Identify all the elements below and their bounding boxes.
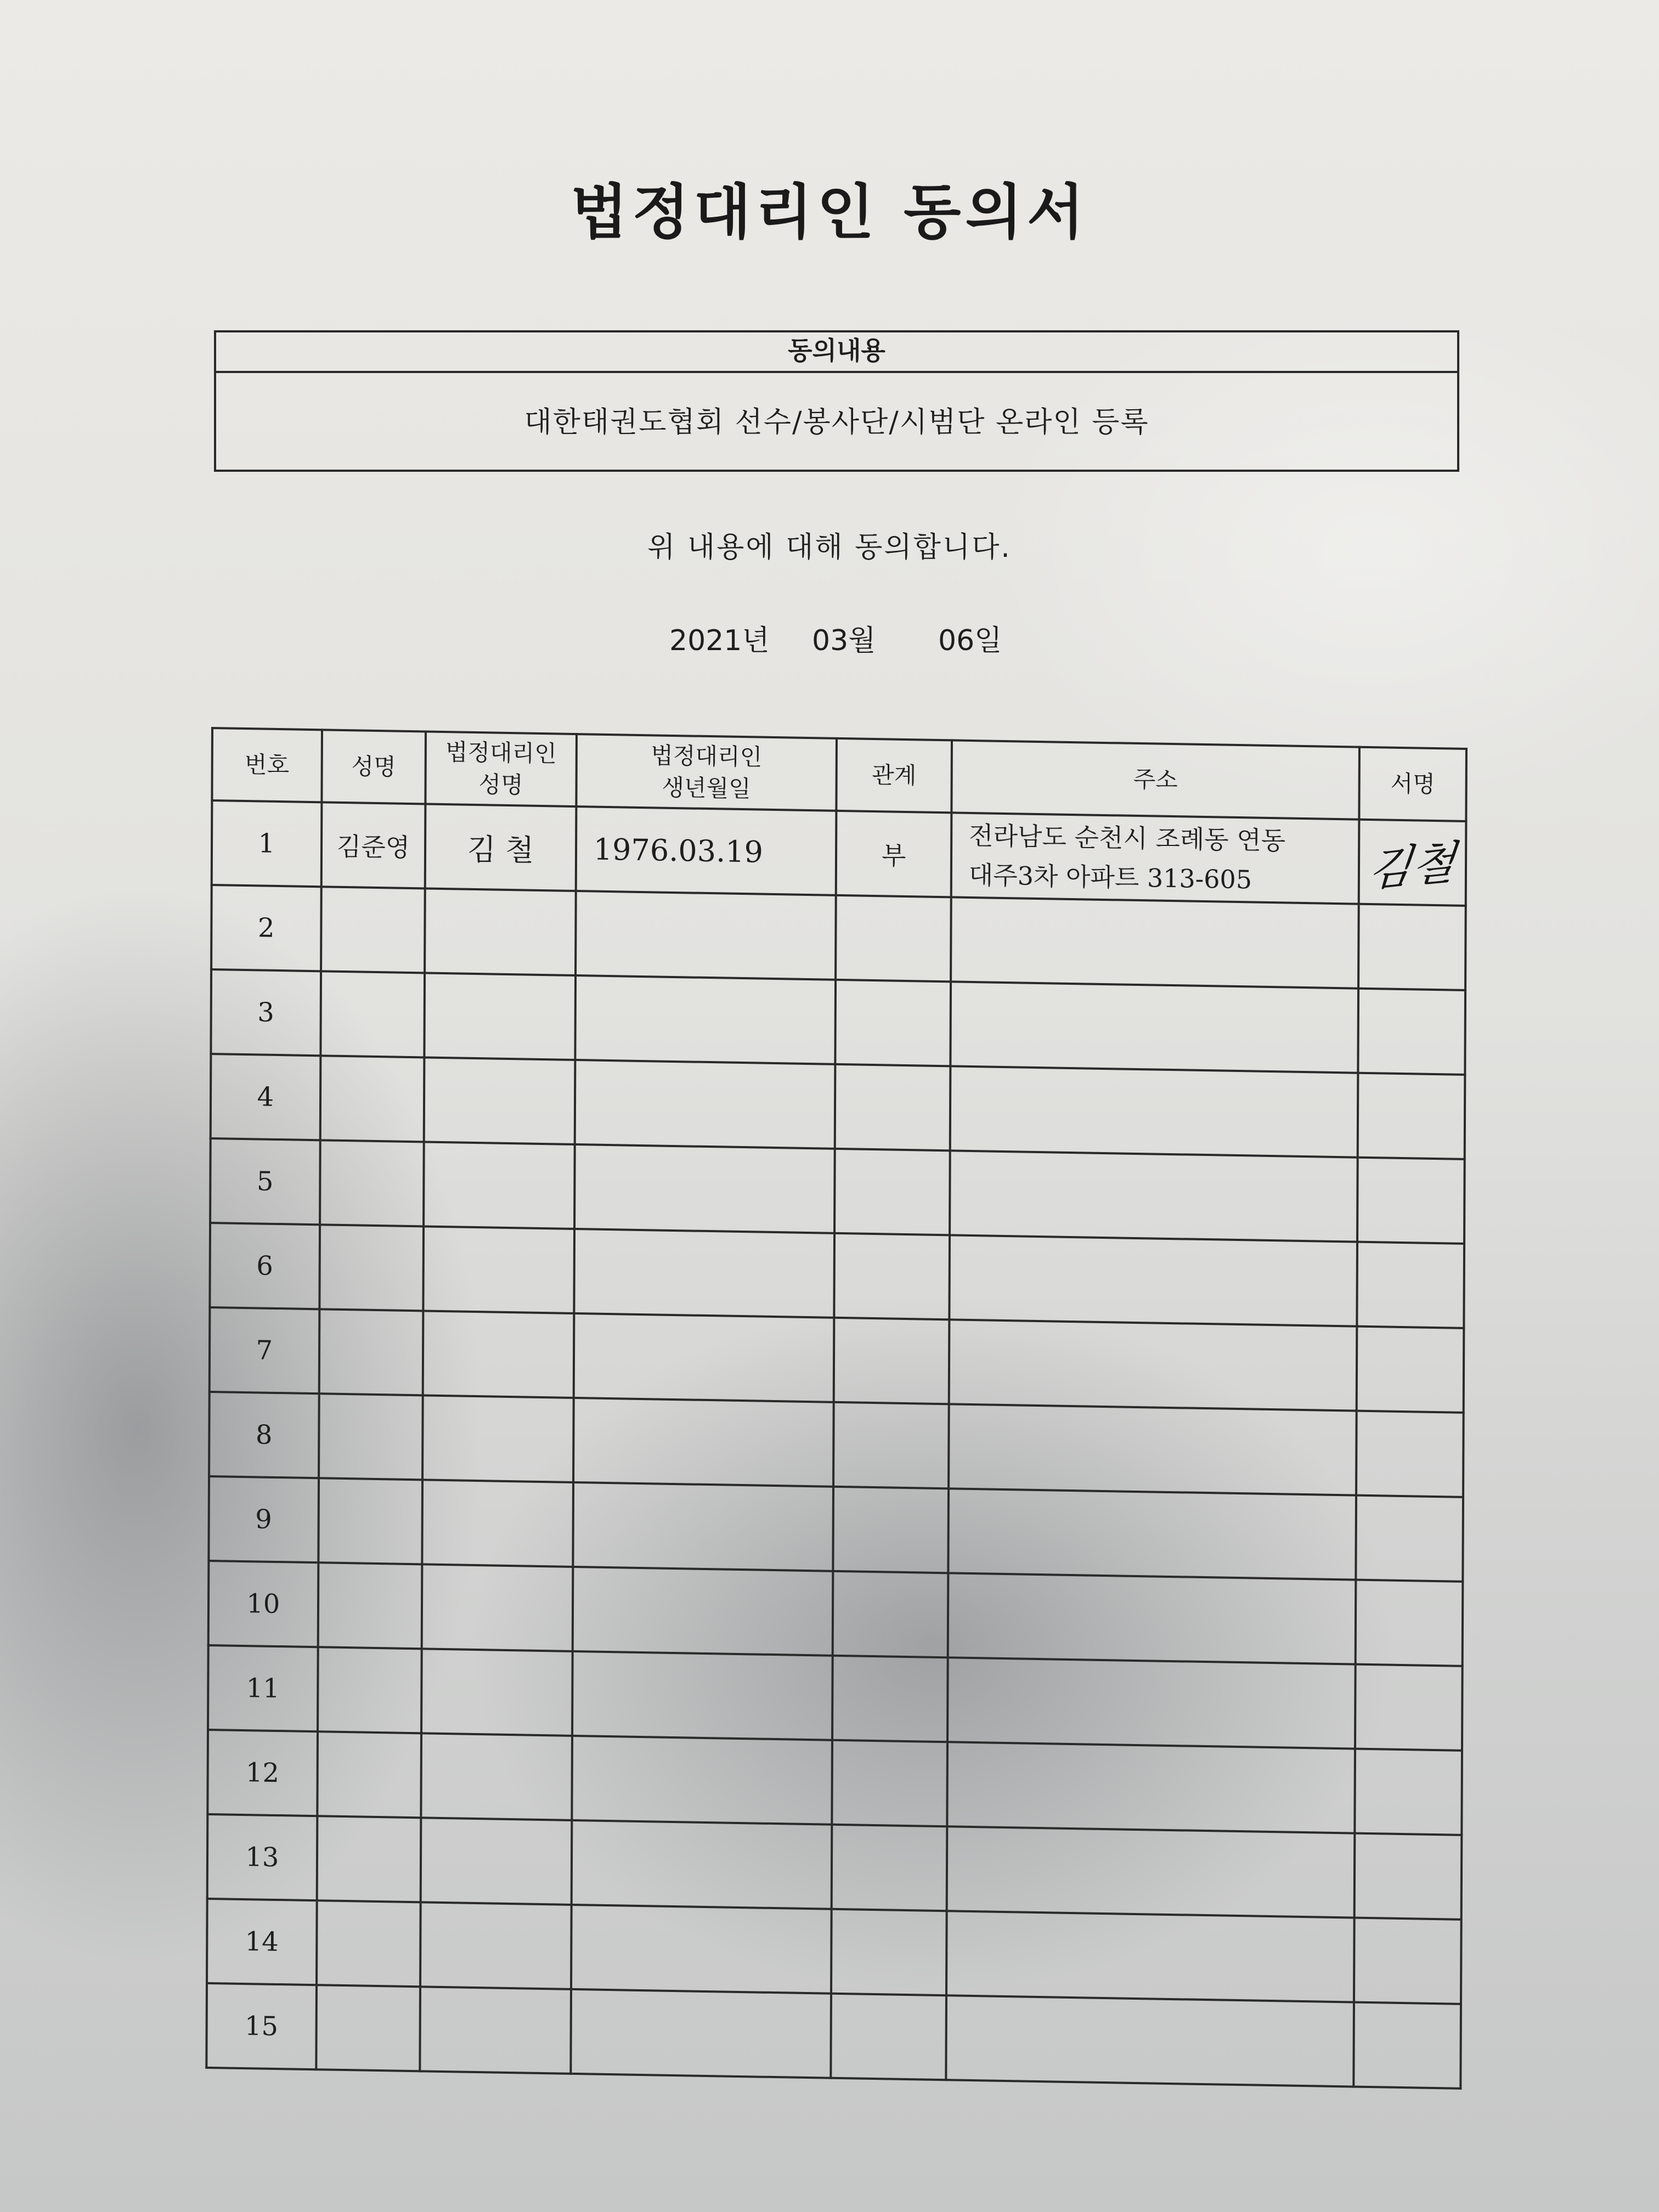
address-line-2	[967, 1193, 1356, 1200]
row-name	[319, 1224, 424, 1311]
row-address	[949, 1319, 1357, 1410]
row-rep-name: 김 철	[425, 804, 576, 891]
row-signature	[1357, 1158, 1464, 1244]
address-line-1	[964, 1954, 1353, 1960]
address-line-1	[967, 1278, 1356, 1284]
row-relation	[835, 1064, 950, 1150]
row-name	[320, 1056, 424, 1142]
row-signature	[1358, 904, 1465, 990]
row-address	[947, 1657, 1356, 1748]
row-rep-name	[424, 1057, 575, 1144]
row-name	[318, 1478, 422, 1564]
row-address	[950, 981, 1358, 1073]
address-line-2	[967, 1362, 1356, 1369]
row-rep-name	[421, 1649, 572, 1736]
row-name	[320, 1140, 424, 1226]
row-signature	[1358, 989, 1465, 1075]
document-title: 법정대리인 동의서	[570, 178, 1089, 247]
row-number: 6	[210, 1223, 319, 1309]
table-body	[206, 800, 1466, 2089]
row-name	[316, 1985, 420, 2071]
row-number: 8	[209, 1392, 319, 1478]
guardian-table	[205, 727, 1468, 2090]
consent-content-header: 동의내용	[216, 332, 1457, 373]
address-line-1	[967, 1362, 1356, 1369]
address-line-2	[965, 1785, 1354, 1791]
row-rep-birth	[573, 1482, 833, 1571]
row-rep-name	[420, 1987, 571, 2074]
agreement-statement: 위 내용에 대해 동의합니다.	[647, 531, 1012, 564]
row-address	[951, 812, 1359, 904]
consent-content-box	[214, 330, 1459, 472]
row-number: 3	[211, 969, 320, 1056]
row-rep-birth	[572, 1567, 833, 1656]
row-address	[947, 1826, 1355, 1917]
address-line-1	[966, 1616, 1355, 1622]
address-line-2	[966, 1531, 1355, 1538]
row-rep-birth: 1976.03.19	[575, 806, 836, 895]
row-number: 1	[212, 800, 321, 887]
address-line-2	[967, 1278, 1356, 1284]
header-name: 성명	[321, 730, 426, 804]
address-line-2	[968, 1024, 1357, 1031]
row-address	[946, 1995, 1354, 2086]
row-rep-name	[425, 888, 575, 975]
row-number: 12	[207, 1730, 317, 1816]
address-line-1	[965, 1700, 1354, 1707]
row-number: 11	[208, 1645, 318, 1731]
row-rep-name	[424, 1226, 574, 1313]
row-address	[951, 897, 1359, 988]
row-name	[318, 1562, 422, 1649]
address-line-2	[965, 1700, 1354, 1707]
row-rep-name	[422, 1480, 573, 1567]
row-number: 10	[208, 1561, 318, 1647]
row-number: 13	[207, 1814, 317, 1900]
row-rep-birth	[574, 1060, 835, 1149]
row-signature	[1357, 1327, 1464, 1413]
row-rep-name	[420, 1902, 571, 1989]
row-relation	[832, 1825, 947, 1911]
row-signature	[1355, 1749, 1462, 1835]
row-signature	[1354, 2002, 1461, 2089]
row-address	[949, 1235, 1357, 1326]
row-name	[318, 1647, 422, 1733]
row-rep-name	[422, 1564, 573, 1651]
consent-content-body: 대한태권도협회 선수/봉사단/시범단 온라인 등록	[524, 406, 1149, 439]
address-line-2	[966, 1447, 1355, 1453]
row-relation	[833, 1571, 948, 1657]
address-line-1	[965, 1785, 1354, 1791]
address-line-2	[964, 2038, 1353, 2045]
row-rep-name	[425, 973, 575, 1060]
address-line-1	[966, 1447, 1355, 1453]
row-rep-name	[421, 1733, 572, 1820]
row-rep-name	[422, 1395, 573, 1482]
row-address	[950, 1150, 1358, 1242]
header-rep-birth: 법정대리인 생년월일	[576, 734, 837, 811]
row-number: 5	[210, 1138, 320, 1224]
row-rep-birth	[572, 1651, 833, 1740]
address-line-1	[966, 1531, 1355, 1538]
row-address	[950, 1066, 1358, 1157]
row-signature	[1355, 1833, 1462, 1920]
row-address	[948, 1573, 1356, 1664]
date-month: 03월	[812, 624, 876, 657]
address-line-2: 대주3차 아파트 313-605	[968, 860, 1252, 895]
address-line-1	[968, 940, 1357, 946]
row-name	[317, 1816, 421, 1902]
address-line-1	[964, 1869, 1353, 1876]
date-day: 06일	[938, 624, 1002, 657]
row-relation	[832, 1740, 947, 1826]
header-rep-name: 법정대리인 성명	[426, 731, 577, 806]
row-rep-name	[421, 1818, 572, 1905]
row-rep-name	[423, 1311, 574, 1398]
address-line-1	[964, 2038, 1353, 2045]
row-rep-birth	[573, 1398, 834, 1487]
row-relation	[832, 1656, 947, 1742]
row-signature	[1356, 1580, 1463, 1666]
row-relation	[831, 1994, 946, 2080]
row-number: 4	[211, 1054, 320, 1140]
address-line-1	[968, 1024, 1357, 1031]
row-rep-name	[424, 1142, 574, 1229]
address-line-2	[964, 1954, 1353, 1960]
row-signature	[1356, 1411, 1463, 1497]
header-relation: 관계	[837, 738, 952, 812]
row-number: 9	[208, 1476, 318, 1562]
row-rep-birth	[571, 1905, 832, 1994]
row-number: 7	[210, 1307, 319, 1393]
address-line-1	[968, 1109, 1357, 1115]
address-line-2	[964, 1869, 1353, 1876]
row-rep-birth	[571, 1820, 832, 1909]
header-signature: 서명	[1359, 747, 1466, 821]
row-number: 2	[211, 885, 321, 971]
row-relation	[836, 895, 951, 981]
row-name	[319, 1309, 423, 1395]
row-rep-birth	[574, 1229, 834, 1318]
row-name	[317, 1731, 421, 1818]
row-address	[947, 1742, 1355, 1833]
row-name	[321, 887, 425, 973]
row-relation	[834, 1318, 949, 1404]
row-name	[319, 1393, 423, 1480]
row-relation	[834, 1149, 950, 1235]
address-line-2	[968, 1109, 1357, 1115]
header-address: 주소	[951, 740, 1359, 819]
row-relation	[833, 1402, 949, 1488]
row-rep-birth	[571, 1989, 831, 2078]
row-relation	[833, 1487, 949, 1573]
row-signature	[1357, 1242, 1464, 1328]
row-signature	[1358, 1073, 1465, 1159]
row-signature	[1356, 1496, 1463, 1582]
address-line-1	[967, 1193, 1356, 1200]
header-number: 번호	[212, 728, 321, 802]
row-signature	[1354, 1918, 1461, 2004]
row-relation: 부	[836, 811, 951, 897]
row-rep-birth	[575, 975, 836, 1064]
row-number: 14	[207, 1899, 317, 1985]
row-address	[949, 1404, 1357, 1495]
row-relation	[831, 1909, 946, 1995]
row-name	[320, 971, 425, 1057]
row-signature	[1359, 820, 1466, 906]
document-date	[669, 617, 1002, 658]
row-rep-birth	[573, 1313, 834, 1402]
address-line-2	[968, 940, 1357, 946]
row-relation	[834, 1233, 950, 1319]
date-year: 2021년	[669, 624, 770, 657]
address-line-2	[966, 1616, 1355, 1622]
row-rep-birth	[572, 1736, 832, 1825]
row-relation	[836, 980, 951, 1066]
address-line-1: 전라남도 순천시 조례동 연동	[968, 820, 1286, 856]
row-rep-birth	[574, 1144, 835, 1233]
row-signature	[1355, 1664, 1462, 1751]
row-rep-birth	[575, 891, 836, 980]
row-name: 김준영	[321, 802, 425, 888]
row-address	[946, 1911, 1355, 2002]
handwritten-signature: 김철	[1365, 836, 1458, 897]
row-number: 15	[206, 1983, 316, 2069]
row-name	[317, 1900, 421, 1987]
row-address	[948, 1488, 1356, 1579]
